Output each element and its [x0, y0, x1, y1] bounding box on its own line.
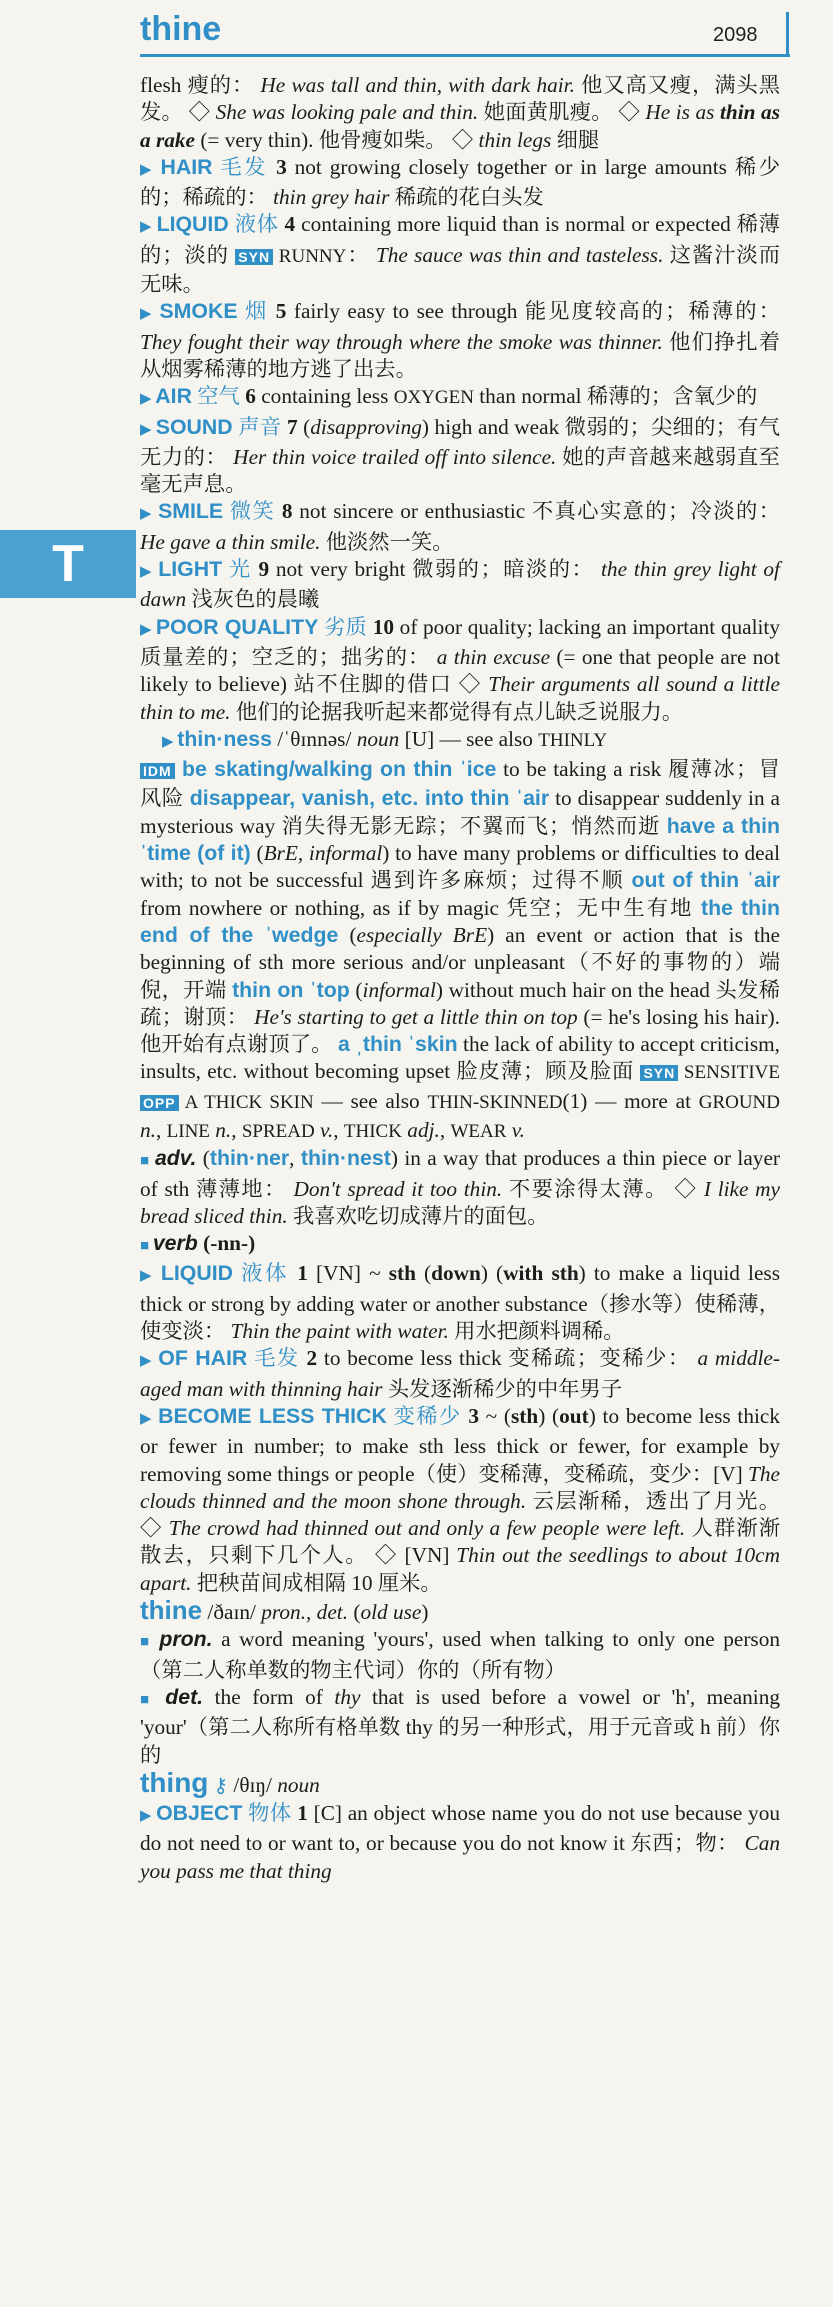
- entry-text: Don't spread it too thin.: [286, 1176, 503, 1201]
- entry-text: /ðaɪn/: [202, 1600, 262, 1625]
- headword: thing: [140, 1766, 209, 1798]
- sense-label: OBJECT: [156, 1801, 243, 1826]
- entry-text: 5: [268, 299, 287, 324]
- entry-text: ,: [289, 1146, 301, 1171]
- entry-text: 他淡然一笑。: [320, 529, 454, 554]
- entry-text: THIN-SKINNED: [427, 1091, 563, 1113]
- entry-text: ) to become less thick or fewer in number; to make sth less thick or fewer, for example by removing some things or people（使）变稀薄，变稀疏，变少：[V]: [140, 1403, 780, 1486]
- entry-text: noun: [277, 1772, 320, 1797]
- entry-text: informal: [362, 977, 436, 1002]
- part-of-speech: det.: [165, 1684, 204, 1709]
- entry-text: (: [297, 414, 311, 439]
- entry-text: v.: [314, 1117, 334, 1142]
- entry-text: of poor quality; lacking an important quality 质量差的；空乏的；拙劣的：: [140, 614, 780, 669]
- entry-text: 不要涂得太薄。 ◇: [502, 1176, 704, 1201]
- entry-text: LINE: [166, 1120, 210, 1142]
- entry-text: [C] an object whose name you do not use because you do not need to or want to, or because you do not know it 东西；物：: [140, 1801, 780, 1856]
- entry-text: not growing closely together or in large amounts 稀少的；稀疏的：: [140, 154, 780, 210]
- entry-arrow-icon: ▶: [140, 1410, 159, 1427]
- entry-text: 空气: [191, 384, 240, 409]
- entry-text: that is used before a vowel or 'h', meaning 'your'（第二人称所有格单数 thy 的另一种形式，用于元音或 h 前）你的: [140, 1684, 781, 1767]
- entry-paragraph: [140, 756, 780, 1145]
- entry-text: out: [559, 1403, 589, 1428]
- entry-text: He is as: [645, 100, 720, 125]
- entry-paragraph: [140, 414, 780, 499]
- entry-text: GROUND: [698, 1091, 780, 1113]
- part-of-speech: adv.: [154, 1146, 197, 1171]
- page-number: 2098: [713, 24, 758, 46]
- entry-text: 烟: [237, 299, 269, 324]
- entry-text: thy: [334, 1684, 361, 1709]
- entry-text: 他们挣扎着从烟雾稀薄的地方逃了出去。: [140, 329, 780, 381]
- entry-text: than normal 稀薄的；含氧少的: [473, 384, 758, 409]
- entry-text: the form of: [203, 1684, 335, 1709]
- sense-label: thin on ˈtop: [232, 977, 350, 1002]
- entry-paragraph: [140, 1766, 780, 1800]
- entry-text: not very bright 微弱的；暗淡的：: [269, 557, 595, 582]
- entry-text: containing less: [255, 384, 394, 409]
- entry-text: ): [421, 1600, 429, 1625]
- entry-text: 液体: [228, 212, 279, 237]
- label-tag: SYN: [235, 249, 273, 265]
- entry-text: 云层渐稀，透出了月光。 ◇: [140, 1488, 780, 1541]
- entry-text: Her thin voice trailed off into silence.: [227, 444, 557, 469]
- entry-text: 8: [275, 499, 293, 524]
- part-of-speech: pron.: [159, 1627, 213, 1652]
- entry-text: ：: [346, 242, 370, 267]
- entry-text: 2: [299, 1346, 318, 1371]
- sense-label: HAIR: [160, 154, 213, 179]
- sense-label: have a thin ˈtime (of it): [140, 813, 781, 866]
- sense-label: SMILE: [158, 499, 224, 524]
- entry-text: 1: [291, 1801, 308, 1826]
- entry-text: thin as a rake: [140, 100, 780, 152]
- entry-text: Thin the paint with water.: [225, 1319, 449, 1344]
- header-corner-tick: [786, 12, 789, 57]
- entry-text: ,: [155, 1117, 167, 1142]
- entry-text: 劣质: [318, 614, 368, 639]
- entry-arrow-icon: ▶: [140, 1808, 157, 1825]
- entry-arrow-icon: ▶: [140, 1268, 161, 1285]
- entry-paragraph: [140, 1800, 780, 1885]
- entry-paragraph: [140, 498, 780, 556]
- entry-text: 她的声音越来越弱直至毫无声息。: [140, 444, 780, 497]
- entry-paragraph: [140, 1597, 780, 1626]
- entry-text: /θɪŋ/: [228, 1772, 278, 1797]
- entry-paragraph: [140, 1626, 780, 1684]
- entry-text: (= very thin). 他骨瘦如柴。 ◇: [195, 127, 479, 152]
- entry-text: He gave a thin smile.: [140, 529, 321, 554]
- entry-text: to disappear suddenly in a mysterious way 消失得无影无踪；不翼而飞；悄然而逝: [140, 786, 780, 838]
- entry-text: 人群渐渐散去，只剩下几个人。 ◇ [VN]: [140, 1516, 781, 1568]
- entry-text: 10: [367, 614, 395, 639]
- entry-paragraph: [140, 72, 780, 154]
- sense-label: LIQUID: [156, 212, 229, 237]
- entry-text: down: [431, 1261, 481, 1286]
- entry-text: flesh 瘦的：: [140, 73, 255, 97]
- entry-text: The sauce was thin and tasteless.: [369, 242, 664, 267]
- entry-paragraph: [140, 1145, 780, 1230]
- entry-text: 9: [251, 557, 270, 582]
- sense-label: AIR: [155, 384, 192, 409]
- entry-text: ) to have many problems or difficulties to deal with; to not be successful 遇到许多麻烦；过得不顺: [140, 841, 780, 893]
- entry-text: ,: [231, 1117, 242, 1142]
- entry-text: OXYGEN: [393, 387, 474, 409]
- sense-label: a ˌthin ˈskin: [337, 1032, 458, 1057]
- entry-text: 细腿: [551, 127, 600, 152]
- entry-text: 他们的论据我听起来都觉得有点儿缺乏说服力。: [230, 699, 684, 724]
- entry-text: sth: [511, 1403, 539, 1428]
- entry-text: 物体: [242, 1801, 292, 1826]
- sense-label: SMOKE: [159, 299, 238, 324]
- pos-square-icon: ■: [140, 1634, 160, 1651]
- entry-text: old use: [360, 1600, 422, 1625]
- entry-text: (= one that people are not likely to believe) 站不住脚的借口 ◇: [140, 644, 780, 697]
- label-tag: IDM: [140, 763, 175, 779]
- headword: thine: [140, 1595, 203, 1626]
- entry-text: the thin grey light of dawn: [140, 557, 780, 612]
- sense-label: disappear, vanish, etc. into thin ˈair: [189, 786, 550, 811]
- sense-label: BECOME LESS THICK: [158, 1403, 387, 1428]
- entry-text: (: [338, 922, 357, 947]
- entry-arrow-icon: ▶: [140, 391, 156, 408]
- entry-text: 把秧苗间成相隔 10 厘米。: [191, 1570, 442, 1595]
- entry-text: BrE, informal: [263, 841, 383, 866]
- entry-paragraph: [140, 383, 780, 413]
- sense-label: LIGHT: [158, 557, 223, 582]
- entry-paragraph: [140, 614, 780, 726]
- sense-label: thin·ner: [209, 1146, 290, 1171]
- entry-text: thin grey hair: [267, 185, 390, 210]
- entry-text: 声音: [232, 414, 282, 439]
- entry-text: 稀疏的花白头发: [389, 185, 544, 210]
- entry-text: 变稀少: [386, 1403, 462, 1428]
- label-tag: SYN: [640, 1065, 678, 1081]
- entry-text: 毛发: [212, 154, 269, 179]
- entry-arrow-icon: ▶: [140, 306, 160, 323]
- entry-text: (: [348, 1600, 361, 1625]
- entry-text: sth: [388, 1261, 416, 1286]
- entry-text: (: [196, 1146, 210, 1171]
- entry-text: a word meaning 'yours', used when talking to only one person（第二人称单数的物主代词）你的（所有物）: [140, 1627, 780, 1682]
- entry-text: The clouds thinned and the moon shone through.: [140, 1461, 780, 1513]
- entry-text: ~ (: [478, 1403, 512, 1428]
- entry-text: 我喜欢吃切成薄片的面包。: [287, 1203, 549, 1228]
- entry-arrow-icon: ▶: [140, 506, 159, 523]
- entry-text: ,: [439, 1117, 451, 1142]
- entry-paragraph: [140, 1345, 780, 1403]
- entry-text: 这酱汁淡而无味。: [140, 242, 780, 297]
- entry-arrow-icon: ▶: [140, 421, 156, 438]
- entry-text: SPREAD: [241, 1120, 315, 1142]
- entry-text: Thin out the seedlings to about 10cm apart.: [140, 1543, 780, 1595]
- entry-text: 4: [278, 212, 296, 237]
- sense-label: OF HAIR: [158, 1346, 248, 1371]
- entry-text: 浅灰色的晨曦: [186, 587, 320, 612]
- entry-text: 液体: [233, 1261, 290, 1286]
- entry-text: I like my bread sliced thin.: [140, 1176, 780, 1228]
- entry-text: 3: [461, 1403, 479, 1428]
- entry-text: (: [250, 841, 264, 866]
- entry-text: containing more liquid than is normal or expected 稀薄的；淡的: [140, 212, 780, 267]
- entry-paragraph: [140, 154, 780, 212]
- entry-text: The crowd had thinned out and only a few people were left.: [168, 1516, 686, 1541]
- key-word-icon: ⚷: [208, 1774, 229, 1797]
- entry-text: the lack of ability to accept criticism, insults, etc. without becoming upset 脸皮薄；顾及脸面: [140, 1032, 780, 1084]
- entry-arrow-icon: ▶: [140, 219, 157, 236]
- entry-text: (= he's losing his hair). 他开始有点谢顶了。: [140, 1004, 780, 1057]
- entry-text: RUNNY: [273, 245, 347, 267]
- entry-text: 头发逐渐稀少的中年男子: [382, 1376, 623, 1401]
- entry-arrow-icon: ▶: [140, 621, 156, 638]
- entry-text: 用水把颜料调稀。: [448, 1319, 625, 1344]
- entry-text: adj.: [401, 1117, 440, 1142]
- entry-text: 1: [289, 1261, 308, 1286]
- entry-text: THINLY: [538, 729, 608, 751]
- part-of-speech: verb: [152, 1231, 198, 1256]
- sense-label: thin·nest: [300, 1146, 391, 1171]
- sense-label: out of thin ˈair: [631, 868, 780, 893]
- entry-paragraph: [140, 1403, 780, 1597]
- entry-text: fairly easy to see through 能见度较高的；稀薄的：: [286, 299, 780, 324]
- entry-text: THICK: [343, 1120, 402, 1142]
- sense-label: POOR QUALITY: [155, 614, 319, 639]
- entry-text: not sincere or enthusiastic 不真心实意的；冷淡的：: [292, 499, 780, 524]
- entry-text: ) high and weak 微弱的；尖细的；有气无力的：: [140, 414, 780, 469]
- entry-text: v.: [506, 1117, 525, 1142]
- entry-text: ,: [333, 1117, 344, 1142]
- sense-label: thin·ness: [177, 726, 272, 751]
- entry-text: 7: [281, 414, 298, 439]
- entry-text: to become less thick 变稀疏；变稀少：: [317, 1346, 691, 1371]
- entry-paragraph: [140, 726, 780, 756]
- entry-text: ) in a way that produces a thin piece or layer of sth 薄薄地：: [140, 1146, 780, 1201]
- entry-paragraph: [140, 1684, 780, 1769]
- entry-text: with sth: [503, 1261, 579, 1286]
- entry-text: ) (: [538, 1403, 560, 1428]
- entry-paragraph: [140, 211, 780, 298]
- entry-text: 他又高又瘦，满头黑发。 ◇: [140, 73, 780, 125]
- entry-text: WEAR: [450, 1120, 507, 1142]
- entry-arrow-icon: ▶: [162, 733, 178, 750]
- entry-text: Their arguments all sound a little thin to me.: [140, 672, 780, 724]
- entry-paragraph: [140, 556, 780, 614]
- entry-text: [U] — see also: [399, 726, 539, 751]
- entry-text: 微笑: [223, 499, 276, 524]
- entry-text: (-nn-): [197, 1231, 256, 1256]
- entry-text: 光: [222, 557, 252, 582]
- sense-label: LIQUID: [160, 1261, 233, 1286]
- entry-text: (: [415, 1261, 432, 1286]
- entry-text: to be taking a risk 履薄冰；冒风险: [140, 757, 781, 811]
- header-rule: [140, 54, 790, 57]
- entry-text: a thin excuse: [430, 644, 551, 669]
- entry-text: a middle-aged man with thinning hair: [140, 1346, 780, 1401]
- running-head-guide-word: thine: [140, 10, 222, 48]
- entry-text: especially BrE: [356, 922, 488, 947]
- pos-square-icon: ■: [140, 1238, 153, 1255]
- entry-text: n.: [209, 1117, 232, 1142]
- entry-text: /ˈθɪnnəs/: [271, 726, 357, 751]
- sense-label: SOUND: [155, 414, 233, 439]
- entry-arrow-icon: ▶: [140, 161, 161, 178]
- entry-text: disapproving: [310, 414, 422, 439]
- entry-text: He's starting to get a little thin on top: [248, 1004, 578, 1029]
- entry-text: Can you pass me that thing: [140, 1831, 780, 1883]
- dictionary-column: [140, 72, 780, 1885]
- entry-text: ) an event or action that is the beginning of sth more serious and/or unpleasant（不好的事物的）端倪，开端: [140, 922, 780, 1002]
- entry-text: 6: [239, 384, 256, 409]
- entry-text: He was tall and thin, with dark hair.: [254, 73, 575, 97]
- entry-text: A THICK SKIN: [178, 1091, 314, 1113]
- entry-text: — see also: [313, 1088, 428, 1113]
- entry-text: SENSITIVE: [678, 1062, 780, 1084]
- page-header: [0, 0, 833, 62]
- sense-label: the thin end of the ˈwedge: [140, 895, 780, 947]
- entry-paragraph: [140, 298, 780, 383]
- entry-text: pron., det.: [261, 1600, 349, 1625]
- entry-arrow-icon: ▶: [140, 1353, 159, 1370]
- entry-text: from nowhere or nothing, as if by magic 凭空；无中生有地: [140, 895, 701, 920]
- entry-text: (1) — more at: [562, 1088, 699, 1113]
- entry-paragraph: [140, 1260, 780, 1345]
- entry-arrow-icon: ▶: [140, 564, 159, 581]
- entry-paragraph: [140, 1230, 780, 1260]
- entry-text: 3: [268, 154, 287, 179]
- entry-text: ) to make a liquid less thick or strong by adding water or another substance（掺水等）使稀薄，使变淡：: [140, 1261, 780, 1344]
- label-tag: OPP: [140, 1095, 179, 1111]
- entry-text: n.: [140, 1117, 156, 1142]
- alphabet-thumb-tab: T: [0, 530, 136, 598]
- entry-text: 她面黄肌瘦。 ◇: [478, 100, 646, 125]
- entry-text: noun: [356, 726, 400, 751]
- entry-text: [VN] ~: [307, 1261, 389, 1286]
- entry-text: (: [349, 977, 363, 1002]
- entry-text: 毛发: [247, 1346, 300, 1371]
- entry-text: They fought their way through where the smoke was thinner.: [140, 329, 663, 354]
- entry-text: thin legs: [478, 127, 552, 152]
- pos-square-icon: ■: [140, 1153, 155, 1170]
- entry-text: ) without much hair on the head 头发稀疏；谢顶：: [140, 977, 780, 1029]
- entry-text: ) (: [480, 1261, 504, 1286]
- pos-square-icon: ■: [140, 1691, 166, 1708]
- sense-label: be skating/walking on thin ˈice: [174, 757, 497, 782]
- entry-text: She was looking pale and thin.: [215, 100, 479, 125]
